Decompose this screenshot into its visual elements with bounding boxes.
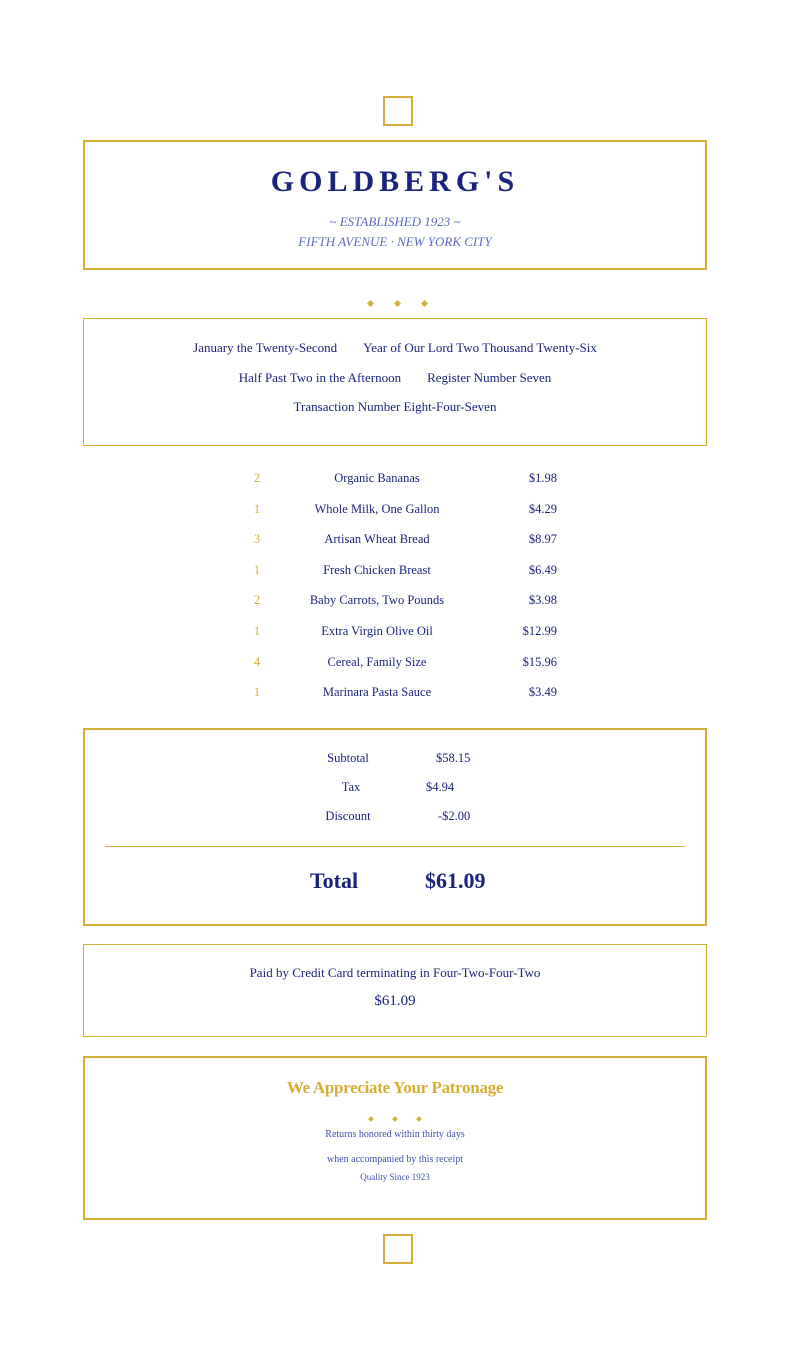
item-qty: 1 [253,562,261,577]
meta-row-time [84,363,706,393]
item-price: $1.98 [528,471,557,485]
item-qty: 1 [253,501,261,516]
payment-box [83,944,707,1037]
transaction-text: Transaction Number Eight-Four-Seven [293,399,497,414]
totals-divider [105,846,685,847]
item-price: $4.29 [528,501,557,516]
footer-box [83,1056,707,1220]
footer-diamonds [85,1108,705,1122]
list-item [0,464,794,495]
item-name: Baby Carrots, Two Pounds [309,593,445,608]
totals-box [83,728,707,926]
item-price: $6.49 [528,562,557,577]
tax-value: $4.94 [426,780,455,794]
list-item [0,586,794,617]
header-box [83,140,707,270]
list-item [0,495,794,526]
list-item [0,556,794,587]
item-name: Marinara Pasta Sauce [322,685,432,700]
diamond-icon [368,1116,374,1122]
diamond-icon [420,300,427,307]
time-text: Half Past Two in the Afternoon [238,369,402,385]
tax-label: Tax [341,780,361,794]
transaction-info-box [83,318,707,446]
item-qty: 3 [253,532,261,547]
list-item [0,525,794,556]
item-name: Artisan Wheat Bread [324,532,430,547]
item-name: Extra Virgin Olive Oil [321,623,433,638]
item-qty: 2 [253,471,261,485]
top-ornament-square [383,96,413,126]
item-name: Fresh Chicken Breast [323,562,431,577]
discount-label: Discount [325,809,371,823]
item-price: $8.97 [528,532,557,547]
subtotal-value: $58.15 [436,751,471,765]
tax-row [85,780,705,809]
item-price: $3.98 [528,593,557,608]
diamond-icon [416,1116,422,1122]
item-price: $15.96 [522,654,557,669]
tagline: Quality Since 1923 [360,1172,430,1182]
meta-row-transaction [84,392,706,422]
total-value: $61.09 [425,868,486,893]
established-line: ~ ESTABLISHED 1923 ~ [329,214,461,229]
discount-row [85,809,705,838]
address-line: FIFTH AVENUE · NEW YORK CITY [298,234,492,249]
discount-value: -$2.00 [438,809,471,823]
diamond-icon [366,300,373,307]
item-price: $3.49 [528,685,557,700]
item-qty: 1 [253,685,261,700]
total-label: Total [310,868,359,893]
subtotal-label: Subtotal [327,751,369,765]
item-name: Whole Milk, One Gallon [314,501,440,516]
store-name: GOLDBERG'S [270,165,520,198]
item-list [0,464,794,709]
diamond-icon [393,300,400,307]
meta-row-date [84,333,706,363]
bottom-ornament-square [383,1234,413,1264]
subtotal-row [85,751,705,780]
returns-line-1: Returns honored within thirty days [325,1129,465,1140]
diamond-icon [392,1116,398,1122]
item-qty: 2 [253,593,261,608]
item-name: Cereal, Family Size [327,654,427,669]
register-text: Register Number Seven [427,369,552,385]
item-price: $12.99 [522,623,557,638]
item-name: Organic Bananas [334,471,420,485]
payment-method: Paid by Credit Card terminating in Four-Two-Four-Two [249,965,541,980]
list-item [0,617,794,648]
item-qty: 4 [253,654,261,669]
item-qty: 1 [253,623,261,638]
date-text: January the Twenty-Second [193,340,338,355]
list-item [0,678,794,709]
divider-diamonds [0,293,794,303]
returns-line-2: when accompanied by this receipt [326,1154,464,1165]
list-item [0,648,794,679]
payment-amount: $61.09 [374,993,416,1009]
year-text: Year of Our Lord Two Thousand Twenty-Six [363,340,597,355]
thanks-heading: We Appreciate Your Patronage [286,1078,504,1097]
